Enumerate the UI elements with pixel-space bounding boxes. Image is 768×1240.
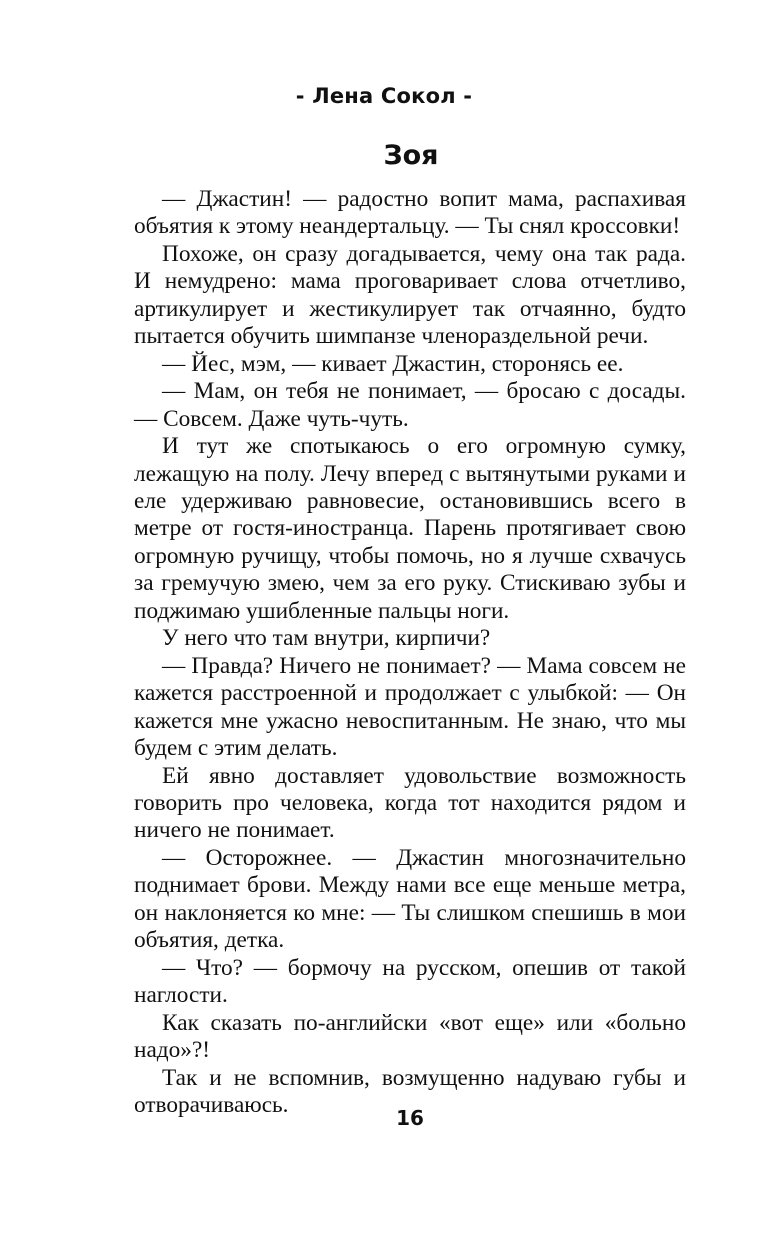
running-head-author: - Лена Сокол - [295, 84, 473, 108]
paragraph: Похоже, он сразу догадывается, чему она так рада. И немудрено: мама проговаривает слова отчетливо, артикулирует и жестикулирует так отчаянно, будто пытается обучить шимпанзе членораздельной речи. [134, 240, 686, 350]
paragraph: Как сказать по-английски «вот еще» или «больно надо»?! [134, 1009, 686, 1064]
paragraph: — Йес, мэм, — кивает Джастин, сторонясь ее. [162, 350, 624, 377]
paragraph: У него что там внутри, кирпичи? [162, 625, 491, 652]
paragraph: Ей явно доставляет удовольствие возможность говорить про человека, когда тот находится рядом и ничего не понимает. [134, 762, 686, 844]
page-number: 16 [396, 1106, 424, 1130]
paragraph: Так и не вспомнив, возмущенно надуваю губы и отворачиваюсь. [134, 1064, 686, 1118]
paragraph: И тут же спотыкаюсь о его огромную сумку, лежащую на полу. Лечу вперед с вытянутыми руками и еле удерживаю равновесие, остановившись всего в метре от гостя-иностранца. Парень протягивает свою огромную ручищу, чтобы помочь, но я лучше схвачусь за гремучую змею, чем за его руку. Стискиваю зубы и поджимаю ушибленные пальцы ноги. [134, 433, 686, 624]
chapter-title: Зоя [383, 140, 439, 171]
paragraph: — Мам, он тебя не понимает, — бросаю с досады. — Совсем. Даже чуть-чуть. [134, 378, 686, 432]
paragraph: — Правда? Ничего не понимает? — Мама совсем не кажется расстроенной и продолжает с улыбкой: — Он кажется мне ужасно невоспитанным. Не знаю, что мы будем с этим делать. [134, 652, 686, 762]
body-text [134, 186, 686, 1119]
paragraph: — Что? — бормочу на русском, опешив от такой наглости. [134, 954, 686, 1009]
paragraph: — Осторожнее. — Джастин многозначительно поднимает брови. Между нами все еще меньше метра, он наклоняется ко мне: — Ты слишком спешишь в мои объятия, детка. [134, 844, 686, 954]
paragraph: — Джастин! — радостно вопит мама, распахивая объятия к этому неандертальцу. — Ты снял кроссовки! [134, 186, 686, 240]
